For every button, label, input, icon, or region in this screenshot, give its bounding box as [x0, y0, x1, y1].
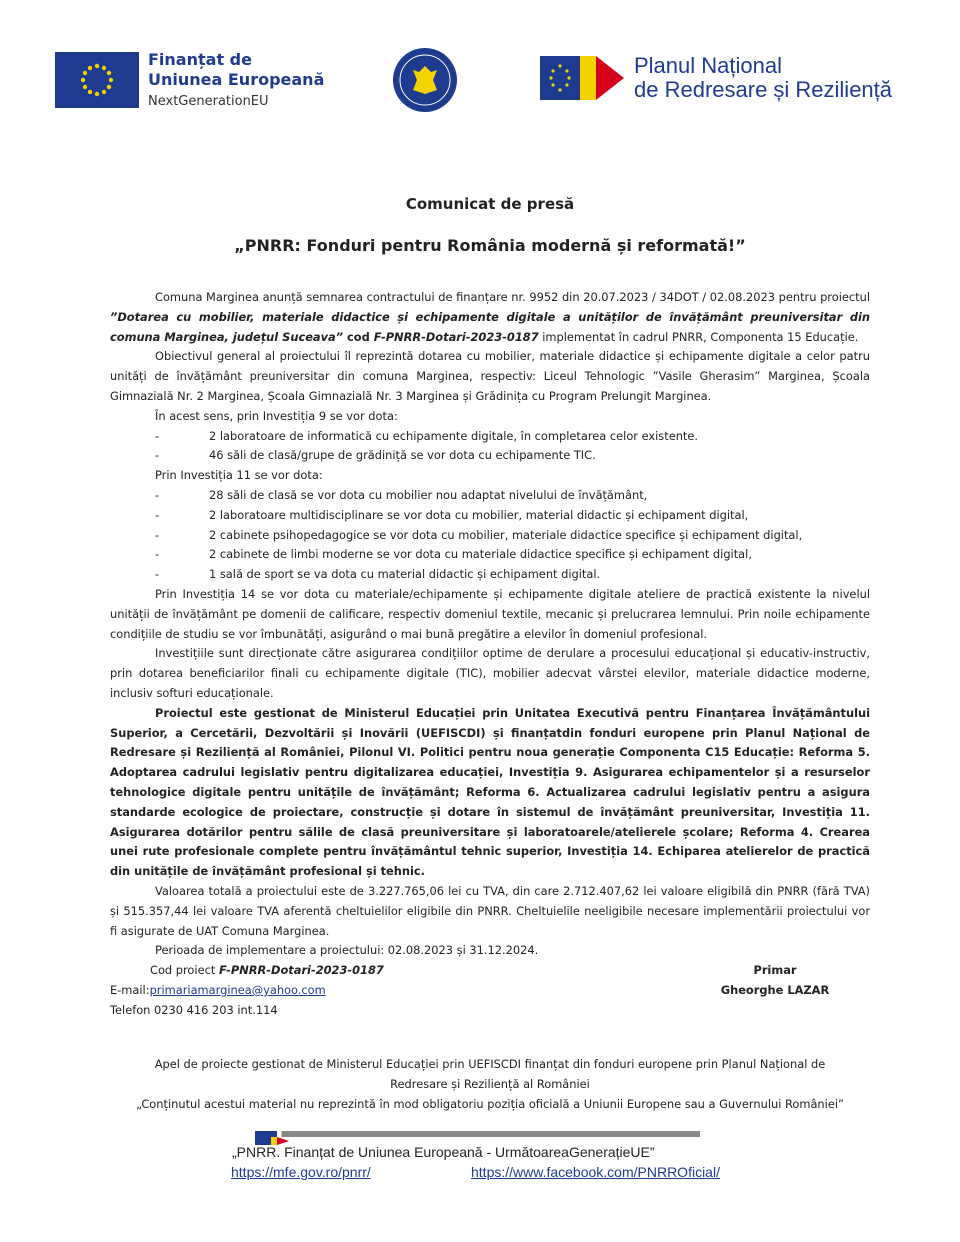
paragraph-management: Proiectul este gestionat de Ministerul Educației prin Unitatea Executivă pentru Finanțarea Învățământului Superior, a Cercetării, Dezvoltării și Inovării (UEFISCDI) și finanțatdin fonduri europene prin Planul Național de Redresare și Reziliență al României, Pilonul VI. Politici pentru noua generație Componenta C15 Educație: Reforma 5. Adoptarea cadrului legislativ pentru digitalizarea educației, Investiția 9. Asigurarea echipamentelor și a resurselor tehnologice digitale pentru unitățile de învățământ; Reforma 6. Actualizarea cadrului legislativ pentru a asigura standarde ecologice de proiectare, construcție și dotare în sistemul de învățământ preuniversitar, Investiția 11. Asigurarea dotărilor pentru sălile de clasă preuniversitare și laboratoarele/atelierele școlare; Reforma 4. Crearea unei rute profesionale complete pentru învățământul tehnic superior, Investiția 14. Echiparea atelierelor de practică din unitățile de învățământ profesional și tehnic. — [110, 705, 870, 879]
footer-line2: Redresare și Reziliență al României — [390, 1077, 590, 1091]
press-release-body — [110, 288, 870, 981]
pnrr-title-line2: de Redresare și Reziliență — [634, 77, 893, 102]
paragraph-objective: Obiectivul general al proiectului îl reprezintă dotarea cu mobilier, materiale didactice și echipamente digitale a celor patru unități de învățământ preuniversitar din comuna Marginea, respectiv: Liceul Tehnologic ”Vasile Gherasim” Marginea, Școala Gimnazială Nr. 2 Marginea, Școala Gimnazială Nr. 3 Marginea și Grădinița cu Program Prelungit Marginea. — [110, 349, 870, 403]
press-subtitle: „PNRR: Fonduri pentru România modernă și reformată!” — [234, 236, 746, 255]
investment-11-intro: Prin Investiția 11 se vor dota: — [155, 468, 323, 483]
footer-flag-icon — [255, 1130, 289, 1138]
phone-text: Telefon 0230 416 203 int.114 — [110, 1003, 278, 1017]
footer-disclaimer — [0, 1054, 960, 1114]
email-link[interactable]: primariamarginea@yahoo.com — [149, 983, 326, 997]
paragraph-contract: Comuna Marginea anunță semnarea contractului de finanțare nr. 9952 din 20.07.2023 / 34DOT / 02.08.2023 pentru proiectul ”Dotarea cu mobilier, materiale didactice și echipamente digitale a unităților de învățământ preuniversitar din comuna Marginea, județul Suceava” cod F-PNRR-Dotari-2023-0187 implementat în cadrul PNRR, Componenta 15 Educație. — [110, 290, 870, 344]
mfe-link[interactable]: https://mfe.gov.ro/pnrr/ — [231, 1164, 371, 1180]
footer-divider-bar — [255, 1131, 700, 1137]
paragraph-period: Perioada de implementare a proiectului: 02.08.2023 și 31.12.2024. — [155, 943, 539, 958]
list-item: - 46 săli de clasă/grupe de grădiniță se vor dota cu echipamente TIC. — [155, 448, 596, 463]
paragraph-investment-14: Prin Investiția 14 se vor dota cu materiale/echipamente și echipamente digitale ateliere de practică existente la nivelul unității de învățământ pe domenii de calificare, respectiv domeniul textile, mecanic și prelucrarea lemnului. Prin noile echipamente condițiile de studiu se vor îmbunătăți, asigurând o mai bună pregătire a elevilor în domeniul profesional. — [110, 586, 870, 641]
list-item: - 28 săli de clasă se vor dota cu mobilier nou adaptat nivelului de învățământ, — [155, 487, 648, 502]
signature-title: Primar — [753, 963, 797, 977]
signature-block — [700, 960, 850, 1000]
paragraph-project-code: Cod proiect F-PNRR-Dotari-2023-0187 — [150, 963, 384, 978]
list-item: - 1 sală de sport se va dota cu material didactic și echipament digital. — [155, 567, 601, 582]
page-title: Comunicat de presă — [405, 195, 575, 213]
investment-9-intro: În acest sens, prin Investiția 9 se vor dota: — [155, 408, 398, 423]
signature-name: Gheorghe LAZAR — [720, 983, 830, 997]
footer-banner-text: „PNRR. Finanțat de Uniunea Europeană - UrmătoareaGenerațieUE” — [232, 1144, 655, 1160]
footer-line3: „Conținutul acestui material nu reprezintă în mod obligatoriu poziția oficială a Uniunii Europene sau a Guvernului României” — [136, 1097, 844, 1111]
list-item: - 2 cabinete de limbi moderne se vor dota cu materiale didactice specifice și echipament digital, — [155, 547, 752, 562]
pnrr-flag-logo — [540, 54, 628, 102]
list-item: - 2 laboratoare multidisciplinare se vor dota cu mobilier, material didactic și echipament digital, — [155, 507, 749, 522]
paragraph-investments: Investițiile sunt direcționate către asigurarea condițiilor optime de derulare a procesului educațional și educativ-instructiv, prin dotarea beneficiarilor finali cu echipamente digitale (TIC), mobilier adecvat vârstei elevilor, materiale didactice moderne, inclusiv softuri educaționale. — [110, 646, 870, 700]
eu-funding-line1: Finanțat de — [148, 50, 252, 69]
contact-block — [110, 980, 326, 1020]
facebook-link[interactable]: https://www.facebook.com/PNRROficial/ — [471, 1164, 720, 1180]
list-item: - 2 cabinete psihopedagogice se vor dota cu mobilier, materiale didactice specifice și echipament digital, — [155, 527, 803, 542]
eu-flag-logo — [55, 52, 139, 108]
pnrr-title-line1: Planul Național — [634, 53, 782, 78]
footer-line1: Apel de proiecte gestionat de Ministerul Educației prin UEFISCDI finanțat din fonduri europene prin Planul Național de — [154, 1057, 826, 1071]
government-seal-logo — [393, 48, 457, 112]
paragraph-value: Valoarea totală a proiectului este de 3.227.765,06 lei cu TVA, din care 2.712.407,62 lei valoare eligibilă din PNRR (fără TVA) și 515.357,44 lei valoare TVA aferentă cheltuielilor eligibile din PNRR. Cheltuielile neeligibile necesare implementării proiectului vor fi asigurate de UAT Comuna Marginea. — [110, 883, 870, 938]
eu-funding-line2: Uniunea Europeană — [148, 70, 325, 89]
list-item: - 2 laboratoare de informatică cu echipamente digitale, în completarea celor existente. — [155, 428, 699, 443]
email-label: E-mail: — [110, 983, 150, 997]
eu-funding-line3: NextGenerationEU — [148, 94, 269, 109]
